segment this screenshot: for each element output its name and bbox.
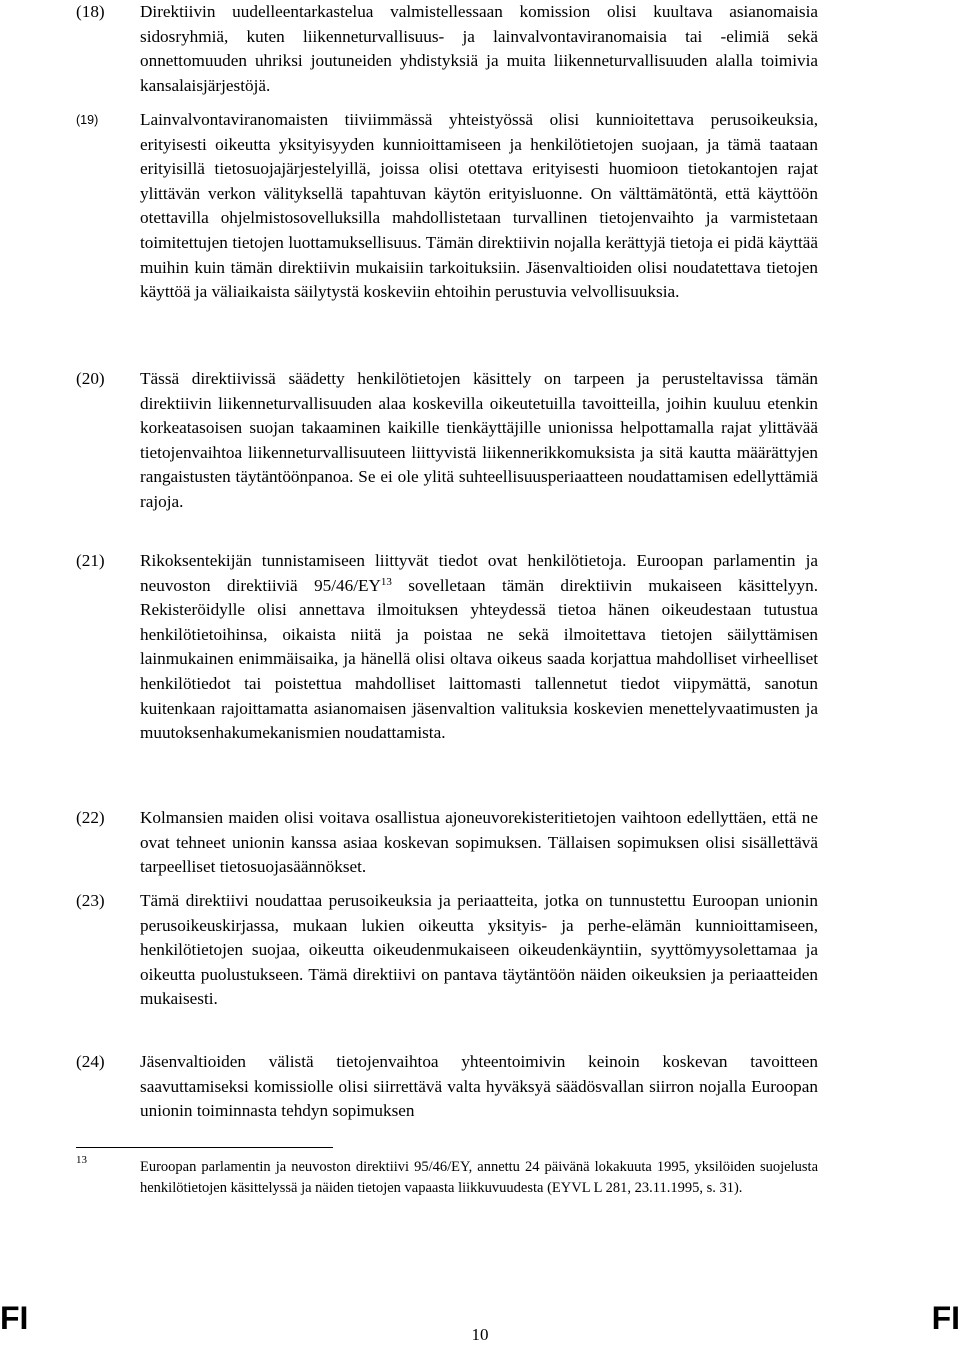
footnote-text: Euroopan parlamentin ja neuvoston direktiivi 95/46/EY, annettu 24 päivänä lokakuuta 1995, yksilöiden suojelusta henkilötietojen käsittelyssä ja näiden tietojen vapaasta liikkuvuudesta (EYVL L 281, 23.11.1995, s. 31). bbox=[140, 1159, 818, 1197]
footnote-divider bbox=[76, 1147, 333, 1148]
recital-number: (18) bbox=[76, 2, 105, 21]
page-number: 10 bbox=[471, 1325, 489, 1344]
footer-language-left: FI bbox=[0, 1300, 29, 1336]
recital-text: Lainvalvontaviranomaisten tiiviimmässä yhteistyössä olisi kunnioitettava perusoikeuksia, erityisesti oikeutta yksityisyyden kunnioittamiseen ja henkilötietojen suojaan, ja tämä taataan erityisillä tietosuojajärjestelyillä, joissa olisi otettava erityisesti huomioon tietokantojen rajat ylittävän verkon välityksellä tapahtuvan käytön erityisluonne. On välttämätöntä, että käyttöön otettavilla ohjelmistosovelluksilla mahdollistetaan turvallinen tietojenvaihto ja varmistetaan toimitettujen tietojen luottamuksellisuus. Tämän direktiivin nojalla kerättyjä tietoja ei pidä käyttää muihin kuin tämän direktiivin mukaisiin tarkoituksiin. Jäsenvaltioiden olisi noudatettava tietojen käyttöä ja väliaikaista säilytystä koskeviin ehtoihin perustuvia velvollisuuksia. bbox=[140, 110, 818, 302]
recital-20 bbox=[76, 367, 818, 515]
recital-22 bbox=[76, 806, 818, 880]
recital-text-part: sovelletaan tämän direktiivin mukaiseen käsittelyyn. Rekisteröidylle olisi annettava ilmoituksen yhteydessä tietoa hänen oikeudestaan tutustua henkilötietoihinsa, oikaista niitä ja poistaa ne sekä ilmoitettava tietojen säilyttämisen lainmukainen enimmäisaika, ja hänellä olisi oltava oikeus saada korjattua mahdolliset virheelliset henkilötiedot tai poistettua mahdolliset laittomasti tallennetut tiedot viipymättä, sanotun kuitenkaan rajoittamatta asianomaisen jäsenvaltion valituksia koskevien menettelyvaatimusten ja muutoksenhakumekanismien noudattamista. bbox=[140, 575, 818, 743]
recital-number: (24) bbox=[76, 1052, 105, 1071]
footer-language-right: FI bbox=[931, 1300, 960, 1336]
recital-text bbox=[140, 549, 818, 746]
recital-21 bbox=[76, 549, 818, 746]
recital-text: Tässä direktiivissä säädetty henkilötietojen käsittely on tarpeen ja perusteltavissa tämän direktiivin liikenneturvallisuuden alaa koskevilla oikeutetuilla tavoitteilla, joihin kuuluu etenkin korkeatasoisen suojan takaaminen kaikille tienkäyttäjille unionissa helpottamalla rajat ylittävää tietojenvaihtoa liikenneturvallisuuteen liittyvistä liikennerikkomuksista ja sitä kautta määrättyjen rangaistusten täytäntöönpanoa. Se ei ole ylitä suhteellisuusperiaatteen noudattamisen edellyttämiä rajoja. bbox=[140, 369, 818, 511]
recital-19 bbox=[76, 108, 818, 305]
recital-text: Tämä direktiivi noudattaa perusoikeuksia ja periaatteita, jotka on tunnustettu Euroopan unionin perusoikeuskirjassa, mukaan lukien oikeutta yksityis- ja perhe-elämän kunnioittamiseen, henkilötietojen suojaa, oikeutta oikeudenmukaiseen oikeudenkäyntiin, syyttömyysolettamaa ja oikeutta puolustukseen. Tämä direktiivi on pantava täytäntöön näiden oikeuksien ja periaatteiden mukaisesti. bbox=[140, 891, 818, 1009]
footnote-reference[interactable]: 13 bbox=[380, 575, 392, 588]
recital-number: (22) bbox=[76, 808, 105, 827]
recital-text: Kolmansien maiden olisi voitava osallistua ajoneuvorekisteritietojen vaihtoon edellyttäen, että ne ovat tehneet unionin kanssa asiaa koskevan sopimuksen. Tällaisen sopimuksen olisi sisällettävä tarpeelliset tietosuojasäännökset. bbox=[140, 808, 818, 877]
footnote-number: 13 bbox=[76, 1154, 87, 1166]
recital-number: (23) bbox=[76, 891, 105, 910]
recital-text-part: Rikoksentekijän tunnistamiseen liittyvät tiedot ovat henkilötietoja. Euroopan parlamentin ja neuvoston direktiiviä 95/46/EY bbox=[140, 551, 818, 595]
recital-number: (20) bbox=[76, 369, 105, 388]
recital-23 bbox=[76, 889, 818, 1012]
recital-number: (21) bbox=[76, 551, 105, 570]
recital-number: (19) bbox=[76, 113, 99, 127]
recital-text: Jäsenvaltioiden välistä tietojenvaihtoa yhteentoimivin keinoin koskevan tavoitteen saavuttamiseksi komissiolle olisi siirrettävä valta hyväksyä säädösvallan siirron nojalla Euroopan unionin toiminnasta tehdyn sopimuksen bbox=[140, 1052, 818, 1121]
recital-18 bbox=[76, 0, 818, 98]
recital-text: Direktiivin uudelleentarkastelua valmistellessaan komission olisi kuultava asianomaisia sidosryhmiä, kuten liikenneturvallisuus- ja lainvalvontaviranomaisia tai -elimiä sekä onnettomuuden uhriksi joutuneiden yhdistyksiä ja muita liikenneturvallisuuden alalla toimivia kansalaisjärjestöjä. bbox=[140, 2, 818, 95]
recital-24 bbox=[76, 1050, 818, 1124]
